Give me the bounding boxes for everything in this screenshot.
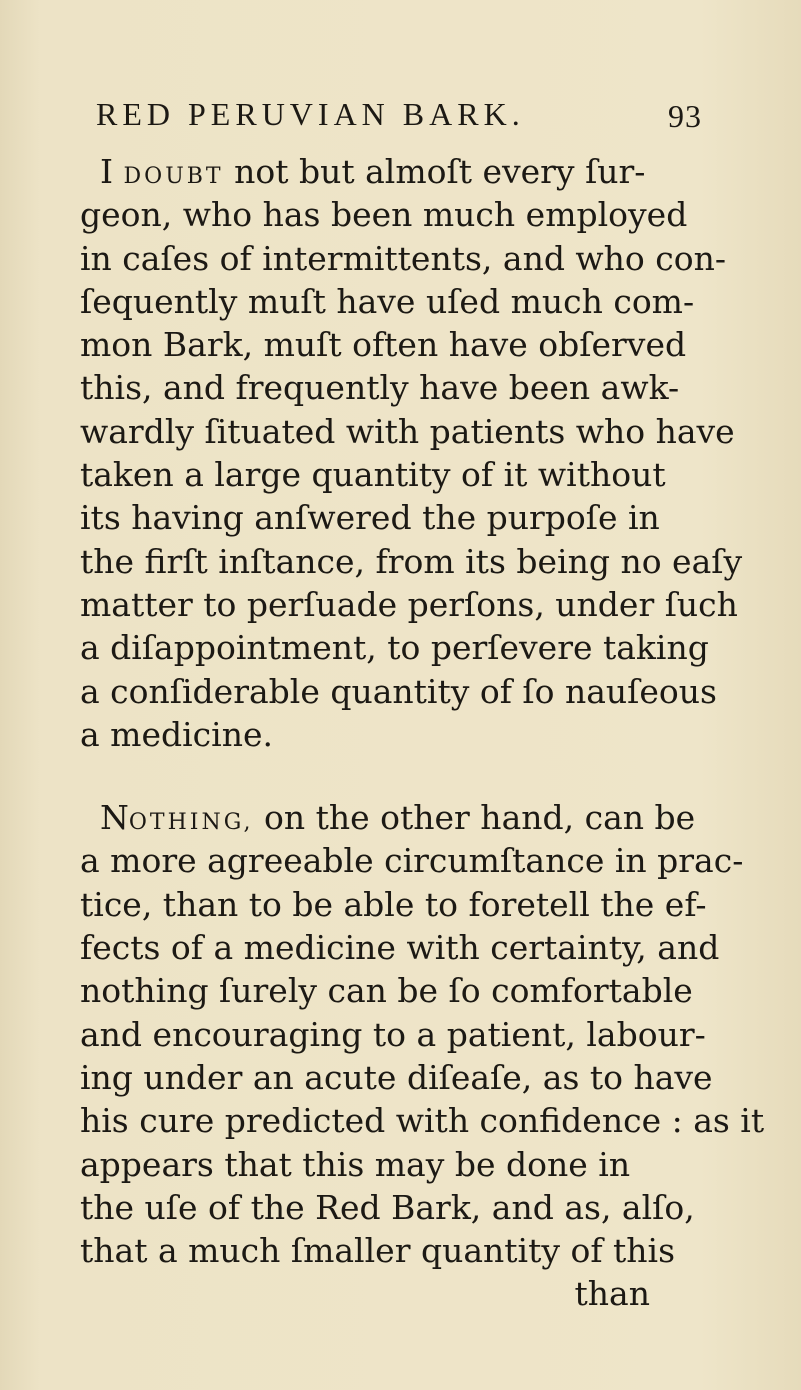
text-line: ſequently muſt have uſed much com- (80, 281, 695, 321)
text-line: its having anſwered the purpoſe in (80, 498, 660, 538)
text-line: in caſes of intermittents, and who con- (80, 238, 727, 278)
text-line (80, 150, 770, 193)
text-line: wardly ſituated with patients who have (80, 411, 735, 451)
page-number: 93 (668, 98, 702, 134)
small-caps-lead: DOUBT (123, 164, 224, 189)
text-line: ing under an acute diſeaſe, as to have (80, 1057, 713, 1097)
paragraph (80, 150, 770, 756)
text-line: matter to perſuade perſons, under ſuch (80, 584, 738, 624)
text-line: nothing ſurely can be ſo comfortable (80, 971, 693, 1011)
text-line: geon, who has been much employed (80, 195, 688, 235)
small-caps-lead: OTHING, (128, 810, 254, 836)
first-line-rest: not but almoſt every ſur- (223, 152, 646, 191)
text-line: a diſappointment, to perſevere taking (80, 628, 709, 668)
catchword: than (574, 1274, 650, 1314)
text-line: tice, than to be able to foretell the ef- (80, 884, 707, 924)
drop-lead: N (100, 798, 129, 838)
text-line: and encouraging to a patient, labour- (80, 1014, 706, 1054)
text-line: this, and frequently have been awk- (80, 368, 680, 408)
running-header (96, 96, 736, 144)
running-title: RED PERUVIAN BARK. (96, 96, 525, 132)
text-line: that a much ſmaller quantity of this (80, 1231, 676, 1271)
text-line: the firſt inſtance, from its being no eaſy (80, 541, 743, 581)
text-line: mon Bark, muſt often have obſerved (80, 325, 687, 365)
text-line: a more agreeable circumſtance in prac- (80, 841, 744, 881)
text-line: the uſe of the Red Bark, and as, alſo, (80, 1187, 695, 1227)
text-line: taken a large quantity of it without (80, 455, 666, 495)
paragraph (80, 796, 770, 1272)
body-text (80, 150, 770, 1316)
first-line-rest: on the other hand, can be (253, 798, 696, 838)
text-line (80, 796, 770, 839)
text-line: appears that this may be done in (80, 1144, 631, 1184)
text-line: fects of a medicine with certainty, and (80, 928, 720, 968)
text-line: his cure predicted with confidence : as it (80, 1101, 765, 1141)
drop-lead: I (100, 152, 114, 191)
paragraph-gap (80, 756, 770, 796)
text-line: a medicine. (80, 714, 273, 754)
text-line: a conſiderable quantity of ſo nauſeous (80, 671, 717, 711)
